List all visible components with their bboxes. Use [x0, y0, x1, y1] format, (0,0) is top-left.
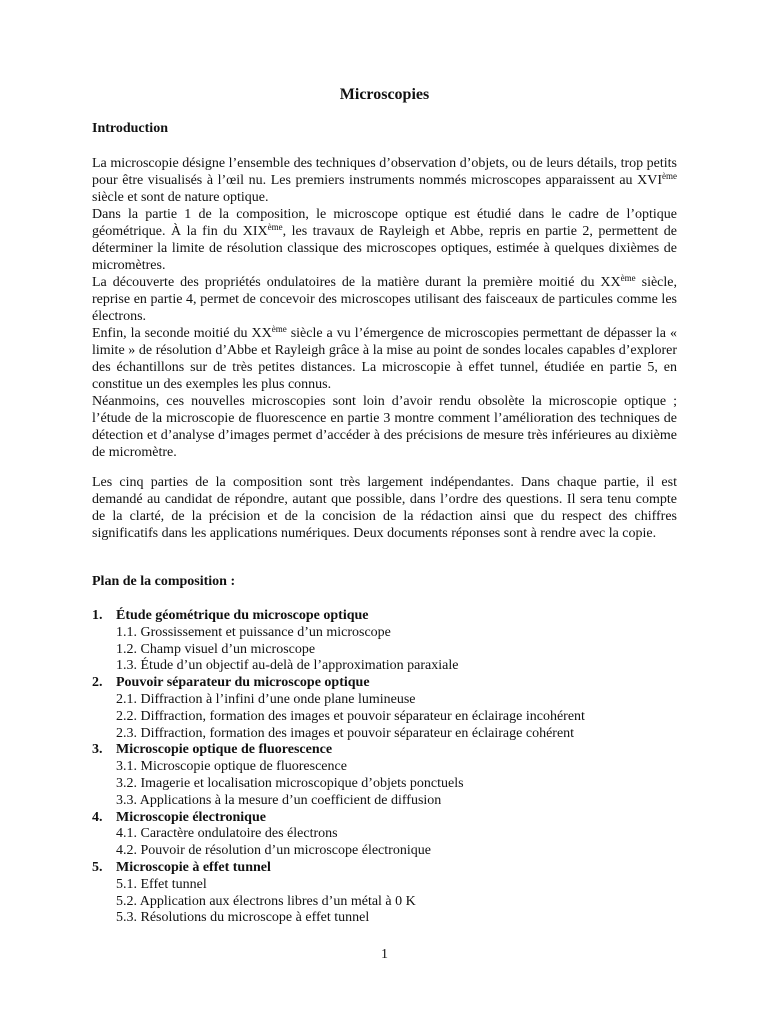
plan-subsection: 3.2. Imagerie et localisation microscopique d’objets ponctuels	[116, 775, 464, 791]
plan-subsection: 2.1. Diffraction à l’infini d’une onde plane lumineuse	[116, 691, 416, 707]
plan-subsection: 5.2. Application aux électrons libres d’un métal à 0 K	[116, 893, 416, 909]
plan-subsection: 5.1. Effet tunnel	[116, 876, 207, 892]
document-page	[92, 0, 677, 1024]
plan-subsection: 1.3. Étude d’un objectif au-delà de l’approximation paraxiale	[116, 658, 459, 674]
plan-subsection: 5.3. Résolutions du microscope à effet tunnel	[116, 910, 370, 926]
plan-subsection: 3.1. Microscopie optique de fluorescence	[116, 759, 347, 775]
plan-subsection: 1.1. Grossissement et puissance d’un microscope	[116, 624, 391, 640]
plan-part	[92, 860, 677, 927]
plan-part-title: 3. Microscopie optique de fluorescence	[92, 742, 333, 758]
plan-part	[92, 675, 677, 742]
plan-subsection: 4.1. Caractère ondulatoire des électrons	[116, 826, 338, 842]
plan-part-title: 1. Étude géométrique du microscope optique	[92, 608, 369, 623]
plan-subsection: 2.3. Diffraction, formation des images et pouvoir séparateur en éclairage cohérent	[116, 725, 575, 741]
plan-part	[92, 742, 677, 809]
plan-part-title: 4. Microscopie électronique	[92, 809, 266, 825]
document-title: Microscopies	[339, 86, 430, 103]
plan-subsection: 3.3. Applications à la mesure d’un coefficient de diffusion	[116, 792, 442, 808]
intro-paragraph-1: La microscopie désigne l’ensemble des techniques d’observation d’objets, ou de leurs détails, trop petits pour être visualisés à l’œil nu. Les premiers instruments nommés microscopes apparaissent au XVIème siècle et sont de nature optique.	[92, 156, 677, 205]
plan-heading: Plan de la composition :	[92, 574, 236, 589]
intro-paragraph-2: Dans la partie 1 de la composition, le microscope optique est étudié dans le cadre de l’optique géométrique. À la fin du XIXème, les travaux de Rayleigh et Abbe, repris en partie 2, permettent de déterminer la limite de résolution classique des microscopes optiques, estimée à quelques dixièmes de micromètres.	[92, 207, 677, 273]
plan-part	[92, 810, 677, 860]
intro-paragraph-5: Néanmoins, ces nouvelles microscopies sont loin d’avoir rendu obsolète la microscopie optique ; l’étude de la microscopie de fluorescence en partie 3 montre comment l’amélioration des techniques de détection et d’analyse d’images permet d’accéder à des précisions de mesure très inférieures au dixième de micromètre.	[92, 394, 677, 460]
plan-part	[92, 608, 677, 675]
intro-paragraph-4: Enfin, la seconde moitié du XXème siècle a vu l’émergence de microscopies permettant de dépasser la « limite » de résolution d’Abbe et Rayleigh grâce à la mise au point de sondes locales capables d’explorer des échantillons sur de très petites distances. La microscopie à effet tunnel, étudiée en partie 5, en constitue un des exemples les plus connus.	[92, 324, 678, 392]
introduction-text	[92, 155, 677, 461]
plan-subsection: 4.2. Pouvoir de résolution d’un microscope électronique	[116, 843, 431, 859]
plan-part-title: 5. Microscopie à effet tunnel	[92, 859, 271, 875]
plan-subsection: 1.2. Champ visuel d’un microscope	[116, 641, 316, 657]
page-number: 1	[381, 947, 388, 962]
plan-list	[92, 608, 677, 927]
introduction-heading: Introduction	[92, 121, 168, 136]
intro-paragraph-3: La découverte des propriétés ondulatoires de la matière durant la première moitié du XXème siècle, reprise en partie 4, permet de concevoir des microscopes utilisant des faisceaux de particules comme les électrons.	[92, 273, 678, 324]
plan-subsection: 2.2. Diffraction, formation des images et pouvoir séparateur en éclairage incohérent	[116, 708, 585, 724]
plan-part-title: 2. Pouvoir séparateur du microscope optique	[92, 675, 370, 691]
instructions-paragraph: Les cinq parties de la composition sont très largement indépendantes. Dans chaque partie, il est demandé au candidat de répondre, autant que possible, dans l’ordre des questions. Il sera tenu compte de la clarté, de la précision et de la concision de la rédaction ainsi que du respect des chiffres significatifs dans les applications numériques. Deux documents réponses sont à rendre avec la copie.	[92, 475, 677, 541]
